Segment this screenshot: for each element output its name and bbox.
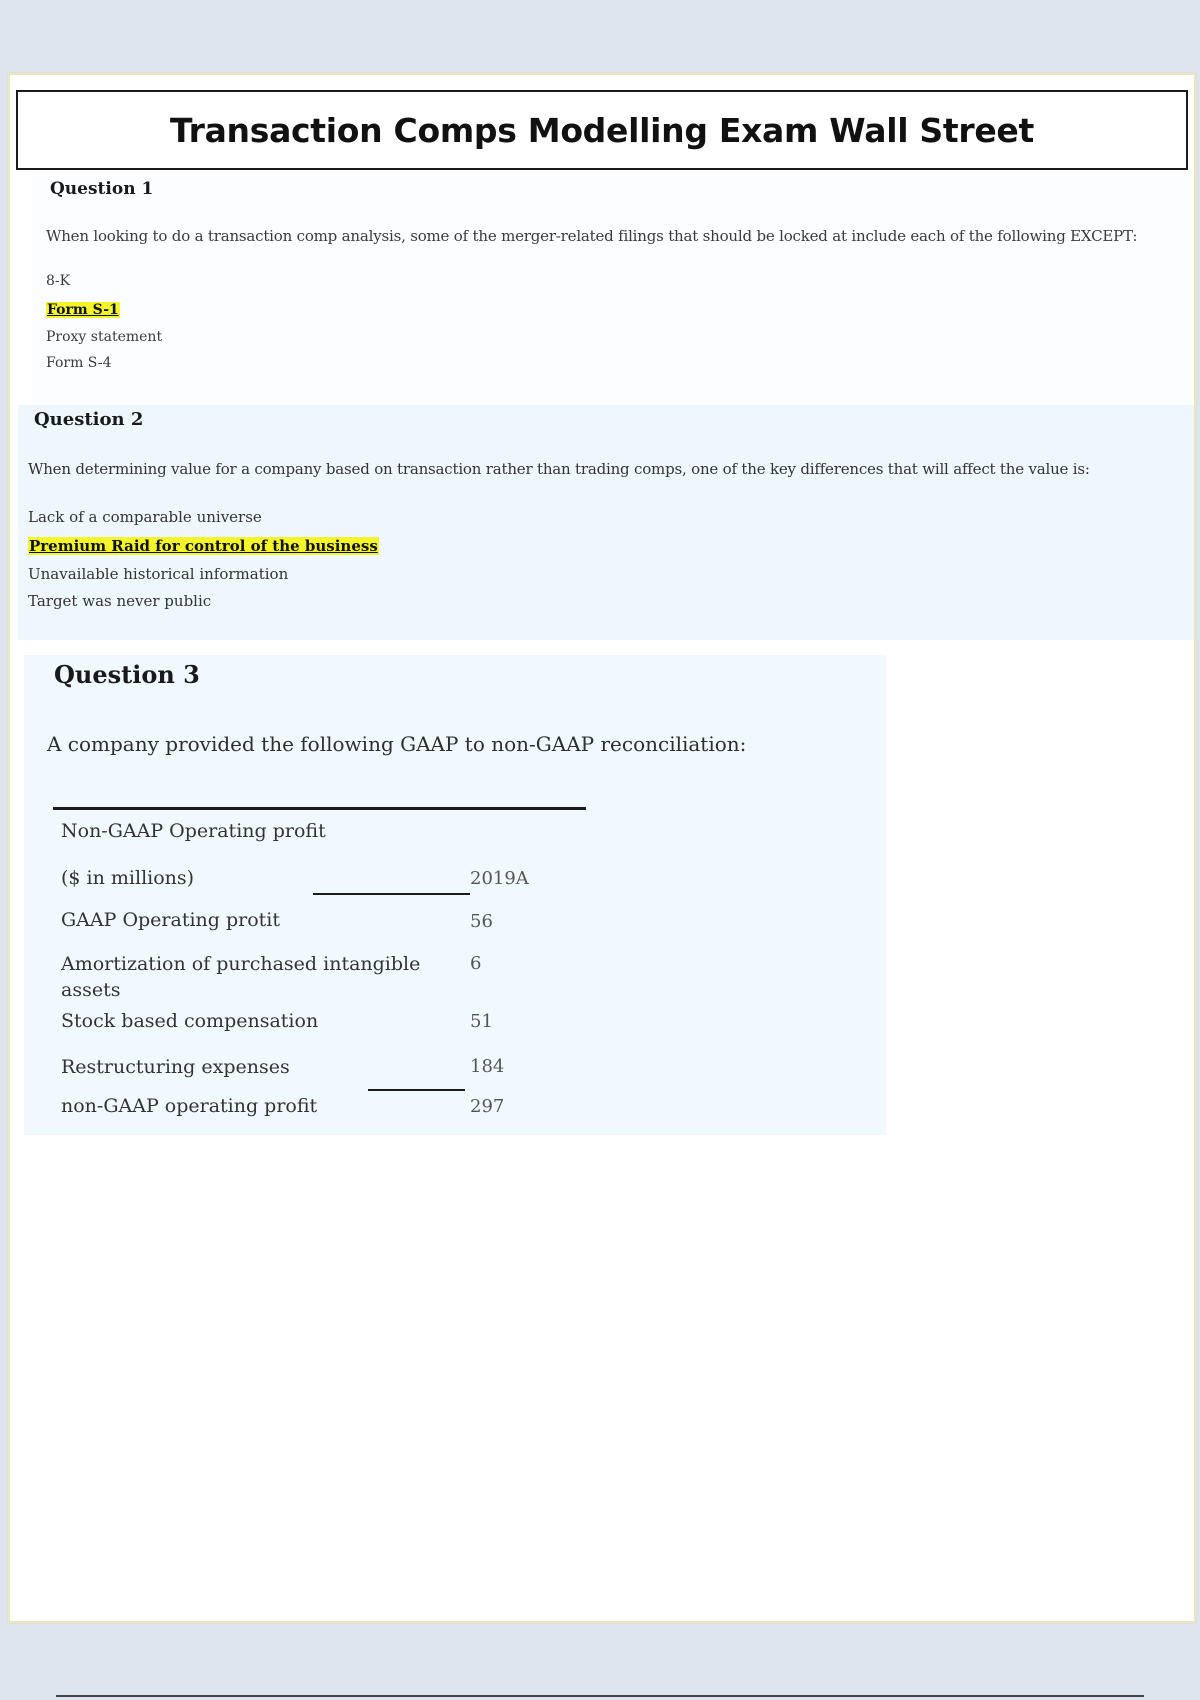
question-2-option: Lack of a comparable universe (28, 508, 262, 526)
question-1-text: When looking to do a transaction comp analysis, some of the merger-related filings that should be locked at include each of the following EXCEPT: (46, 227, 1138, 245)
table-row-label: GAAP Operating protit (61, 909, 281, 931)
table-row-value: 184 (470, 1056, 505, 1077)
question-2-option-answer (28, 537, 379, 555)
question-2-text: When determining value for a company based on transaction rather than trading comps, one of the key differences that will affect the value is: (28, 460, 1090, 478)
document-page (8, 73, 1196, 1623)
subtotal-rule (368, 1089, 465, 1091)
document-title: Transaction Comps Modelling Exam Wall Street (170, 110, 1034, 150)
table-unit-label: ($ in millions) (61, 867, 195, 889)
question-2-option: Target was never public (28, 592, 212, 610)
table-row-label-continued: assets (61, 979, 121, 1001)
question-1-option-answer (46, 302, 120, 318)
table-top-rule (53, 807, 586, 810)
question-2-option: Unavailable historical information (28, 565, 289, 583)
question-1-option: Form S-4 (46, 355, 112, 371)
table-row-label: Stock based compensation (61, 1010, 319, 1032)
table-total-value: 297 (470, 1096, 505, 1117)
table-row-value: 56 (470, 911, 493, 932)
header-rule (313, 893, 470, 895)
table-row-label: Restructuring expenses (61, 1056, 290, 1078)
table-row-value: 6 (470, 953, 482, 974)
table-row-label: Amortization of purchased intangible (61, 953, 421, 975)
answer-highlight: Form S-1 (47, 302, 119, 318)
answer-highlight: Premium Raid for control of the business (29, 537, 378, 555)
question-3-heading: Question 3 (54, 660, 200, 689)
question-2-heading: Question 2 (34, 409, 144, 430)
question-3-text: A company provided the following GAAP to non-GAAP reconciliation: (47, 732, 747, 756)
table-row-value: 51 (470, 1011, 493, 1032)
table-year: 2019A (470, 868, 529, 889)
question-1-option: Proxy statement (46, 329, 163, 345)
question-1-heading: Question 1 (50, 179, 154, 199)
footer-rule (56, 1695, 1144, 1697)
table-total-label: non-GAAP operating profit (61, 1095, 318, 1117)
table-title: Non-GAAP Operating profit (61, 820, 326, 842)
question-1-option: 8-K (46, 273, 71, 289)
title-box (16, 90, 1188, 170)
